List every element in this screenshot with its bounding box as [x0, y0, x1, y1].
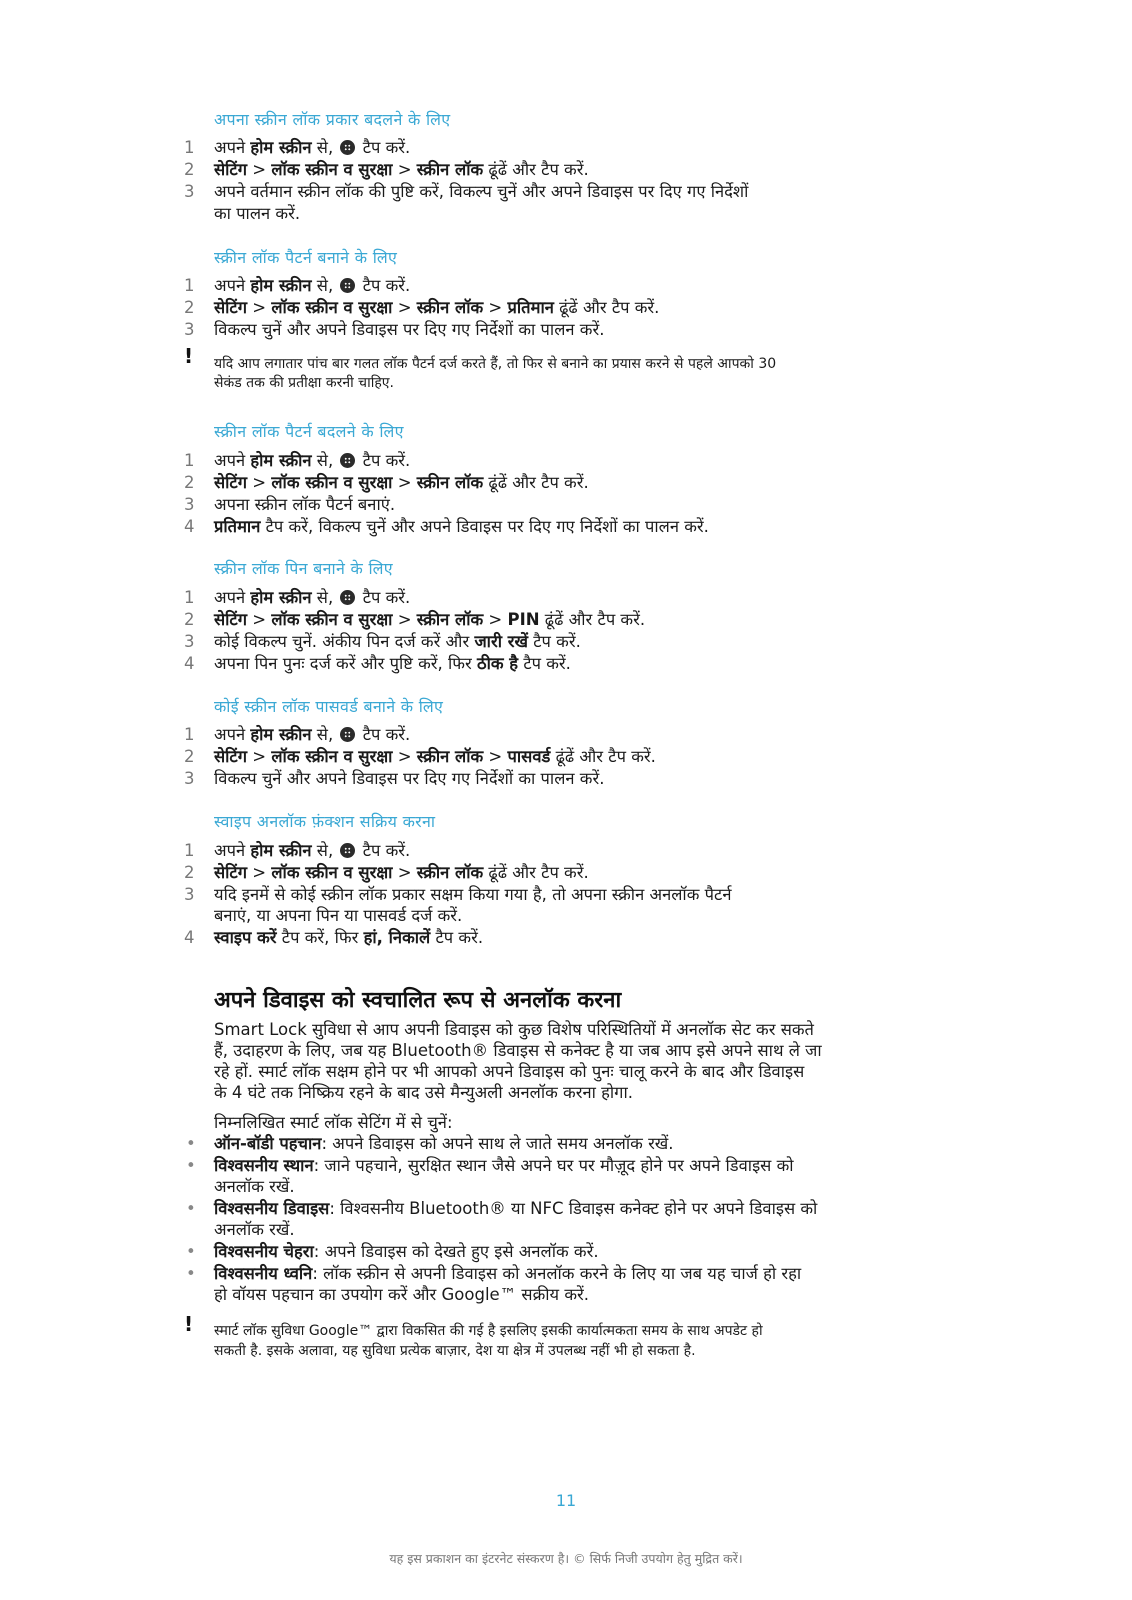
step-number: 3 [184, 495, 195, 514]
step-number: 2 [184, 863, 195, 882]
bullet-dot: • [186, 1242, 196, 1261]
step-separator: > [247, 298, 272, 317]
step-bold: ठीक है [477, 654, 519, 673]
step-text: टैप करें. [357, 451, 411, 470]
step-text: से, [311, 451, 339, 470]
step-text: टैप करें. [357, 138, 411, 157]
step-text: अपने [214, 588, 251, 607]
footer-text: यह इस प्रकाशन का इंटरनेट संस्करण है। © सिर्फ निजी उपयोग हेतु मुद्रित करें। [389, 1551, 743, 1566]
step-number: 4 [184, 928, 195, 947]
step-number: 1 [184, 841, 195, 860]
step-number: 3 [184, 769, 195, 788]
step-bold: हां, निकालें [363, 928, 431, 947]
step-bold: जारी रखें [474, 632, 528, 651]
step-separator: > [483, 610, 508, 629]
step-text: अपने [214, 725, 251, 744]
page-heading: अपने डिवाइस को स्वचालित रूप से अनलॉक करना [214, 988, 622, 1013]
step-bold: स्क्रीन लॉक [416, 298, 484, 317]
step-text: टैप करें. [357, 725, 411, 744]
bullet-bold: विश्वसनीय ध्वनि [214, 1264, 313, 1283]
step-text: टैप करें, फिर [276, 928, 364, 947]
step-bold: होम स्क्रीन [250, 725, 312, 744]
step-text-continued: बनाएं, या अपना पिन या पासवर्ड दर्ज करें. [214, 906, 463, 925]
step-text: से, [311, 138, 339, 157]
step-bold: लॉक स्क्रीन व सुरक्षा [271, 610, 393, 629]
bullet-dot: • [186, 1199, 196, 1218]
step-separator: > [392, 610, 417, 629]
bullet-bold: विश्वसनीय चेहरा [214, 1242, 314, 1261]
apps-icon [340, 590, 355, 605]
bullet-dot: • [186, 1264, 196, 1283]
apps-icon [340, 278, 355, 293]
step-number: 4 [184, 654, 195, 673]
step-bold: स्क्रीन लॉक [416, 473, 484, 492]
step-text: विकल्प चुनें और अपने डिवाइस पर दिए गए निर्देशों का पालन करें. [214, 320, 605, 339]
section-title: अपना स्क्रीन लॉक प्रकार बदलने के लिए [214, 110, 451, 129]
step-separator: > [392, 160, 417, 179]
step-text: टैप करें. [430, 928, 484, 947]
exclamation-icon: ! [184, 1312, 194, 1336]
step-separator: > [392, 747, 417, 766]
step-bold: होम स्क्रीन [250, 841, 312, 860]
step-number: 2 [184, 473, 195, 492]
step-bold: सेटिंग [214, 160, 248, 179]
step-separator: > [247, 747, 272, 766]
step-number: 3 [184, 885, 195, 904]
step-number: 3 [184, 182, 195, 201]
step-separator: > [392, 298, 417, 317]
step-bold: सेटिंग [214, 610, 248, 629]
bullet-bold: विश्वसनीय डिवाइस [214, 1199, 330, 1218]
step-text: ढूंढें और टैप करें. [483, 160, 589, 179]
bullet-text: : अपने डिवाइस को देखते हुए इसे अनलॉक करें. [313, 1242, 599, 1261]
apps-icon [340, 727, 355, 742]
step-bold: प्रतिमान [507, 298, 554, 317]
note-text: यदि आप लगातार पांच बार गलत लॉक पैटर्न दर्ज करते हैं, तो फिर से बनाने का प्रयास करने से पहले आपको 30 [214, 356, 777, 372]
step-separator: > [483, 747, 508, 766]
step-text: से, [311, 841, 339, 860]
bullet-dot: • [186, 1156, 196, 1175]
step-text: अपने [214, 841, 251, 860]
step-text: टैप करें. [527, 632, 581, 651]
step-text: विकल्प चुनें और अपने डिवाइस पर दिए गए निर्देशों का पालन करें. [214, 769, 605, 788]
step-bold: लॉक स्क्रीन व सुरक्षा [271, 298, 393, 317]
bullet-text: : अपने डिवाइस को अपने साथ ले जाते समय अनलॉक रखें. [321, 1134, 674, 1153]
step-separator: > [483, 298, 508, 317]
step-bold: पासवर्ड [507, 747, 551, 766]
bullet-text: : विश्वसनीय Bluetooth® या NFC डिवाइस कनेक्ट होने पर अपने डिवाइस को [329, 1199, 818, 1218]
paragraph-line: रहे हों. स्मार्ट लॉक सक्षम होने पर भी आपको अपने डिवाइस को पुनः चालू करने के बाद और डिवाइस [214, 1062, 805, 1081]
bullet-text: : लॉक स्क्रीन से अपनी डिवाइस को अनलॉक करने के लिए या जब यह चार्ज हो रहा [312, 1264, 802, 1283]
step-text: अपने वर्तमान स्क्रीन लॉक की पुष्टि करें, विकल्प चुनें और अपने डिवाइस पर दिए गए निर्देशों [214, 182, 749, 201]
step-text: ढूंढें और टैप करें. [483, 473, 589, 492]
step-text: टैप करें. [518, 654, 571, 673]
bullet-dot: • [186, 1134, 196, 1153]
step-text: टैप करें. [357, 841, 411, 860]
step-bold: सेटिंग [214, 747, 248, 766]
step-bold: लॉक स्क्रीन व सुरक्षा [271, 473, 393, 492]
step-text-continued: का पालन करें. [214, 204, 301, 223]
bullet-bold: ऑन-बॉडी पहचान [214, 1134, 322, 1153]
exclamation-icon: ! [184, 344, 194, 368]
bullet-bold: विश्वसनीय स्थान [214, 1156, 314, 1175]
step-text: टैप करें. [357, 276, 411, 295]
step-number: 2 [184, 747, 195, 766]
step-number: 1 [184, 725, 195, 744]
intro-text: निम्नलिखित स्मार्ट लॉक सेटिंग में से चुनें: [214, 1113, 453, 1132]
step-separator: > [247, 473, 272, 492]
step-bold: स्क्रीन लॉक [416, 610, 484, 629]
step-bold: लॉक स्क्रीन व सुरक्षा [271, 747, 393, 766]
step-text: कोई विकल्प चुनें. अंकीय पिन दर्ज करें और [214, 632, 475, 651]
step-bold: लॉक स्क्रीन व सुरक्षा [271, 863, 393, 882]
step-number: 1 [184, 276, 195, 295]
note-text: सेकंड तक की प्रतीक्षा करनी चाहिए. [214, 375, 394, 391]
step-number: 1 [184, 588, 195, 607]
step-number: 2 [184, 298, 195, 317]
section-title: स्वाइप अनलॉक फ़ंक्शन सक्रिय करना [214, 812, 436, 831]
step-bold: होम स्क्रीन [250, 588, 312, 607]
step-text: से, [311, 276, 339, 295]
section-title: कोई स्क्रीन लॉक पासवर्ड बनाने के लिए [214, 697, 444, 716]
step-separator: > [247, 610, 272, 629]
section-title: स्क्रीन लॉक पैटर्न बदलने के लिए [214, 422, 404, 441]
step-bold: सेटिंग [214, 298, 248, 317]
step-separator: > [392, 473, 417, 492]
note-text: सकती है. इसके अलावा, यह सुविधा प्रत्येक बाज़ार, देश या क्षेत्र में उपलब्ध नहीं भी हो सकता है. [214, 1343, 696, 1359]
bullet-text-continued: अनलॉक रखें. [214, 1177, 295, 1196]
apps-icon [340, 843, 355, 858]
step-text: टैप करें. [357, 588, 411, 607]
apps-icon [340, 140, 355, 155]
step-text: टैप करें, विकल्प चुनें और अपने डिवाइस पर दिए गए निर्देशों का पालन करें. [260, 517, 709, 536]
step-bold: स्क्रीन लॉक [416, 160, 484, 179]
step-bold: स्क्रीन लॉक [416, 863, 484, 882]
bullet-text-continued: हो वॉयस पहचान का उपयोग करें और Google™ सक्रीय करें. [214, 1285, 590, 1304]
step-text: ढूंढें और टैप करें. [553, 298, 660, 317]
section-title: स्क्रीन लॉक पिन बनाने के लिए [214, 559, 393, 578]
section-title: स्क्रीन लॉक पैटर्न बनाने के लिए [214, 248, 398, 267]
bullet-text: : जाने पहचाने, सुरक्षित स्थान जैसे अपने घर पर मौज़ूद होने पर अपने डिवाइस को [313, 1156, 794, 1175]
step-text: से, [311, 588, 339, 607]
step-separator: > [392, 863, 417, 882]
step-number: 3 [184, 632, 195, 651]
step-text: अपने [214, 276, 251, 295]
paragraph-line: Smart Lock सुविधा से आप अपनी डिवाइस को कुछ विशेष परिस्थितियों में अनलॉक सेट कर सकते [214, 1020, 814, 1039]
step-number: 3 [184, 320, 195, 339]
step-text: अपने [214, 138, 251, 157]
step-text: यदि इनमें से कोई स्क्रीन लॉक प्रकार सक्षम किया गया है, तो अपना स्क्रीन अनलॉक पैटर्न [214, 885, 732, 904]
paragraph-line: के 4 घंटे तक निष्क्रिय रहने के बाद उसे मैन्युअली अनलॉक करना होगा. [214, 1083, 633, 1102]
step-text: अपने [214, 451, 251, 470]
step-text: ढूंढें और टैप करें. [539, 610, 646, 629]
step-bold: प्रतिमान [214, 517, 261, 536]
step-separator: > [247, 160, 272, 179]
page-number: 11 [555, 1491, 577, 1510]
step-separator: > [247, 863, 272, 882]
apps-icon [340, 453, 355, 468]
step-number: 2 [184, 610, 195, 629]
step-bold: स्क्रीन लॉक [416, 747, 484, 766]
step-bold: होम स्क्रीन [250, 451, 312, 470]
step-bold: सेटिंग [214, 473, 248, 492]
step-text: अपना पिन पुनः दर्ज करें और पुष्टि करें, फिर [214, 654, 478, 673]
step-bold: होम स्क्रीन [250, 138, 312, 157]
step-text: से, [311, 725, 339, 744]
step-number: 4 [184, 517, 195, 536]
step-bold: सेटिंग [214, 863, 248, 882]
step-text: ढूंढें और टैप करें. [550, 747, 656, 766]
step-number: 2 [184, 160, 195, 179]
step-number: 1 [184, 138, 195, 157]
step-text: अपना स्क्रीन लॉक पैटर्न बनाएं. [214, 495, 396, 514]
paragraph-line: हैं, उदाहरण के लिए, जब यह Bluetooth® डिवाइस से कनेक्ट है या जब आप इसे अपने साथ ले जा [214, 1041, 822, 1060]
step-bold: PIN [507, 610, 540, 629]
step-text: ढूंढें और टैप करें. [483, 863, 589, 882]
step-bold: स्वाइप करें [214, 928, 277, 947]
step-bold: लॉक स्क्रीन व सुरक्षा [271, 160, 393, 179]
note-text: स्मार्ट लॉक सुविधा Google™ द्वारा विकसित की गई है इसलिए इसकी कार्यात्मकता समय के साथ अपडेट हो [214, 1323, 763, 1339]
bullet-text-continued: अनलॉक रखें. [214, 1220, 295, 1239]
step-number: 1 [184, 451, 195, 470]
step-bold: होम स्क्रीन [250, 276, 312, 295]
